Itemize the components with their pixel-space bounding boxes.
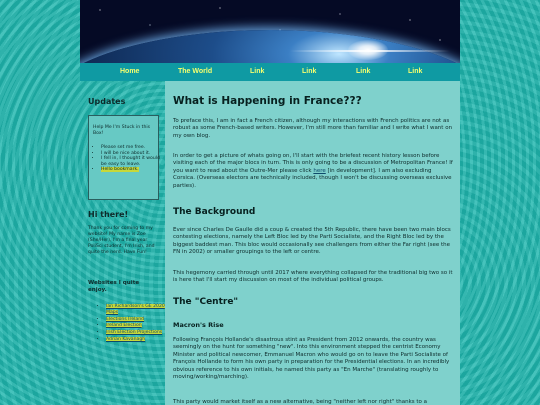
intro-text: Thank you for coming to my website! My name is Zoe (She/Her), I'm a final year PoliSci student, I'm Irish, and quite the nerd. Have Fun! xyxy=(88,226,155,255)
website-link[interactable]: Elections Ireland xyxy=(106,316,145,322)
page-wrapper xyxy=(80,0,460,405)
list-item xyxy=(106,337,168,343)
paragraph-intro-text-b: [in development]. I am also excluding Corsica. (Overseas electors are technically included, though I won't be discussing overseas exclusive parties). xyxy=(173,167,452,189)
updates-heading: Updates xyxy=(88,97,126,106)
websites-list xyxy=(98,304,168,344)
stuck-box[interactable] xyxy=(88,115,159,200)
stuck-item: • I fell in, I thought it would be easy to leave. xyxy=(101,156,163,167)
stuck-intro: Help Me I'm Stuck in this Box! xyxy=(93,125,151,136)
nav-link-4[interactable]: Link xyxy=(408,68,423,75)
heading-centre: The "Centre" xyxy=(173,297,239,307)
nav-the-world[interactable]: The World xyxy=(178,68,213,75)
website-link[interactable]: Ireland Election xyxy=(106,323,142,329)
heading-macron-rise: Macron's Rise xyxy=(173,321,224,329)
paragraph-intro xyxy=(173,153,455,190)
stuck-list xyxy=(93,145,163,173)
paragraph-hegemony: This hegemony carried through until 2017 where everything collapsed for the traditional big two so it is here that I'll start my discussion on most of the individual political groups. xyxy=(173,270,453,284)
websites-heading: Websites I quite enjoy. xyxy=(88,280,140,293)
outre-mer-link[interactable]: here xyxy=(313,167,326,174)
paragraph-intro-text-a: In order to get a picture of whats going on, I'll start with the briefest recent history lesson before visiting each of the major blocs in turn. This is only going to be a discussion of Metropolitan France! If you want to read about the Outre-Mer please click xyxy=(173,153,453,174)
hi-there-heading: Hi there! xyxy=(88,210,129,219)
paragraph-en-marche: This party would market itself as a new alternative, being "neither left nor right" thanks to a xyxy=(173,399,428,405)
header-banner xyxy=(80,0,460,63)
sidebar xyxy=(80,81,163,405)
paragraph-preface: To preface this, I am in fact a French citizen, although my interactions with French politics are not as robust as some French-based writers. However, I'm still more than familiar and I write what I want on my own blog. xyxy=(173,118,453,139)
paragraph-background: Ever since Charles De Gaulle did a coup & created the 5th Republic, there have been two main blocs contesting elections, namely the Left Bloc led by the Parti Socialiste, and the Right Bloc led by the biggest baddest man. This bloc would occasionally see challengers from either the Far right (see the FN in 2002) or smaller groupings to the left or centre. xyxy=(173,227,451,256)
website-link[interactable]: Ian Richardson's GE 2020 Maps xyxy=(106,304,165,315)
list-item xyxy=(106,330,168,336)
stuck-item: • I will be nice about it. xyxy=(101,151,163,157)
list-item xyxy=(106,304,168,316)
nav-home[interactable]: Home xyxy=(120,68,140,75)
paragraph-macron: Following François Hollande's disastrous stint as President from 2012 onwards, the country was seemingly on the hunt for something "new". Into this environment stepped the centrist Economy Minister and political newcomer, Emmanuel Macron who would go on to leave the Parti Socialiste of François Hollande to form his own party in preparation for the Presidential elections. In an incredibly obvious reference to his own initials, he named this party as "En Marche" (translating roughly to moving/working/marching). xyxy=(173,337,450,381)
website-link[interactable]: Adrian Kavanagh xyxy=(106,336,146,342)
list-item xyxy=(106,323,168,329)
stuck-item-highlight-text: Hello bookmark. xyxy=(101,167,139,173)
stuck-item: • Please set me free. xyxy=(101,145,163,151)
nav-link-2[interactable]: Link xyxy=(302,68,317,75)
nav-link-1[interactable]: Link xyxy=(250,68,265,75)
page-title: What is Happening in France??? xyxy=(173,95,362,107)
heading-background: The Background xyxy=(173,207,256,217)
main-content xyxy=(165,81,460,405)
website-link[interactable]: Irish Election Projections xyxy=(106,330,163,336)
stuck-item-highlight xyxy=(101,167,163,173)
list-item xyxy=(106,317,168,323)
sunrise-flare xyxy=(348,40,388,60)
navbar xyxy=(80,63,460,81)
nav-link-3[interactable]: Link xyxy=(356,68,371,75)
